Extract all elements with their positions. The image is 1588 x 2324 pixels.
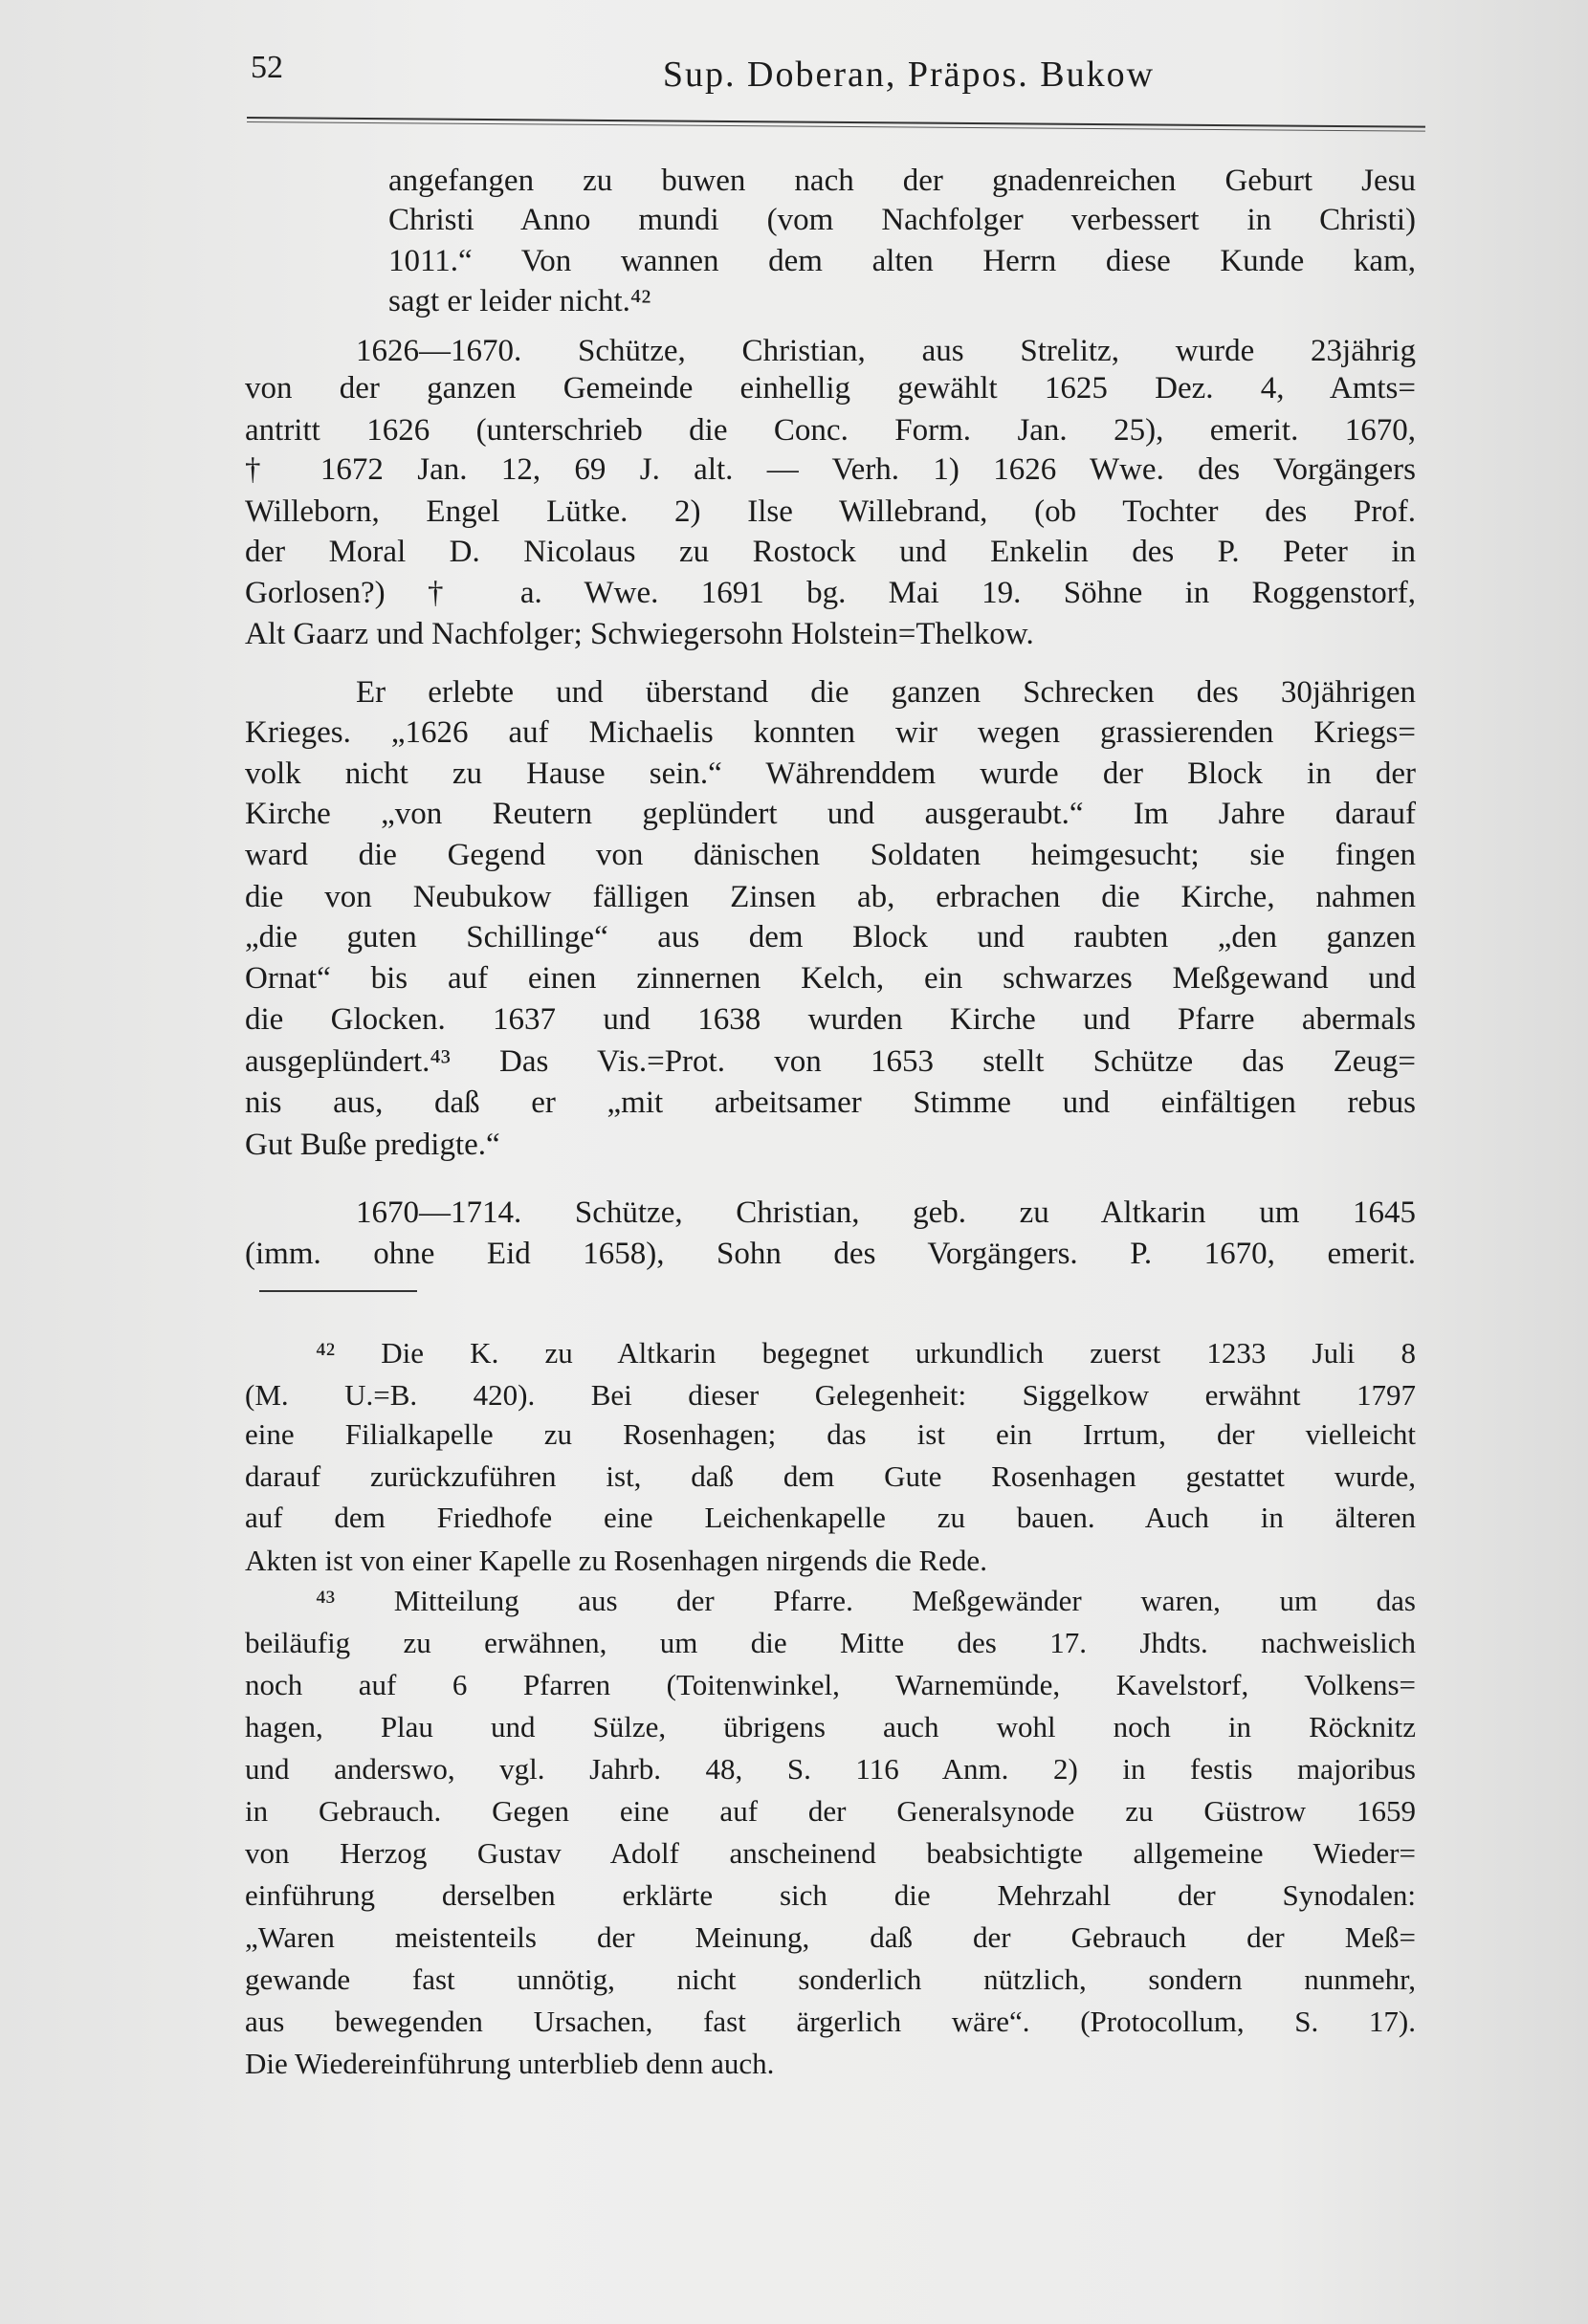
text-line: sagt er leider nicht.⁴² bbox=[388, 284, 651, 318]
footnote-line: auf dem Friedhofe eine Leichenkapelle zu bauen. Auch in älteren bbox=[245, 1501, 1416, 1534]
text-line: „die guten Schillinge“ aus dem Block und raubten „den ganzen bbox=[245, 920, 1416, 954]
footnote-line: von Herzog Gustav Adolf anscheinend beabsichtigte allgemeine Wieder= bbox=[245, 1836, 1416, 1870]
text-line: 1011.“ Von wannen dem alten Herrn diese Kunde kam, bbox=[388, 244, 1416, 278]
text-line: 1670—1714. Schütze, Christian, geb. zu Altkarin um 1645 bbox=[356, 1195, 1416, 1230]
footnote-line: und anderswo, vgl. Jahrb. 48, S. 116 Anm. 2) in festis majoribus bbox=[245, 1752, 1416, 1786]
text-line: die Glocken. 1637 und 1638 wurden Kirche und Pfarre abermals bbox=[245, 1002, 1416, 1037]
text-line: Krieges. „1626 auf Michaelis konnten wir wegen grassierenden Kriegs= bbox=[245, 715, 1416, 750]
text-line: angefangen zu buwen nach der gnadenreichen Geburt Jesu bbox=[388, 164, 1416, 198]
footnote-line: Akten ist von einer Kapelle zu Rosenhagen nirgends die Rede. bbox=[245, 1544, 987, 1577]
text-line: der Moral D. Nicolaus zu Rostock und Enkelin des P. Peter in bbox=[245, 535, 1416, 569]
footnote-rule bbox=[259, 1290, 417, 1292]
footnote-line: ⁴² Die K. zu Altkarin begegnet urkundlich zuerst 1233 Juli 8 bbox=[316, 1336, 1416, 1370]
text-line: † 1672 Jan. 12, 69 J. alt. — Verh. 1) 1626 Wwe. des Vorgängers bbox=[245, 452, 1416, 487]
text-line: die von Neubukow fälligen Zinsen ab, erbrachen die Kirche, nahmen bbox=[245, 880, 1416, 914]
footnote-line: in Gebrauch. Gegen eine auf der Generalsynode zu Güstrow 1659 bbox=[245, 1794, 1416, 1828]
text-line: Gorlosen?) † a. Wwe. 1691 bg. Mai 19. Söhne in Roggenstorf, bbox=[245, 576, 1416, 610]
text-line: Er erlebte und überstand die ganzen Schrecken des 30jährigen bbox=[356, 675, 1416, 710]
footnote-line: „Waren meistenteils der Meinung, daß der Gebrauch der Meß= bbox=[245, 1920, 1416, 1954]
footnote-line: Die Wiedereinführung unterblieb denn auch. bbox=[245, 2047, 775, 2080]
footnote-line: gewande fast unnötig, nicht sonderlich nützlich, sondern nunmehr, bbox=[245, 1962, 1416, 1996]
text-line: (imm. ohne Eid 1658), Sohn des Vorgängers. P. 1670, emerit. bbox=[245, 1237, 1416, 1271]
text-line: ausgeplündert.⁴³ Das Vis.=Prot. von 1653 stellt Schütze das Zeug= bbox=[245, 1044, 1416, 1079]
running-title: Sup. Doberan, Präpos. Bukow bbox=[662, 55, 1156, 95]
text-line: Alt Gaarz und Nachfolger; Schwiegersohn Holstein=Thelkow. bbox=[245, 617, 1034, 651]
footnote-line: (M. U.=B. 420). Bei dieser Gelegenheit: Siggelkow erwähnt 1797 bbox=[245, 1378, 1416, 1412]
text-line: ward die Gegend von dänischen Soldaten heimgesucht; sie fingen bbox=[245, 838, 1416, 872]
footnote-line: ⁴³ Mitteilung aus der Pfarre. Meßgewänder waren, um das bbox=[316, 1584, 1416, 1617]
text-line: Christi Anno mundi (vom Nachfolger verbessert in Christi) bbox=[388, 203, 1416, 237]
footnote-line: beiläufig zu erwähnen, um die Mitte des 17. Jhdts. nachweislich bbox=[245, 1626, 1416, 1659]
text-line: 1626—1670. Schütze, Christian, aus Strelitz, wurde 23jährig bbox=[356, 334, 1416, 368]
footnote-line: einführung derselben erklärte sich die Mehrzahl der Synodalen: bbox=[245, 1878, 1416, 1912]
text-line: Ornat“ bis auf einen zinnernen Kelch, ein schwarzes Meßgewand und bbox=[245, 961, 1416, 996]
footnote-line: eine Filialkapelle zu Rosenhagen; das ist ein Irrtum, der vielleicht bbox=[245, 1417, 1416, 1451]
footnote-line: noch auf 6 Pfarren (Toitenwinkel, Warnemünde, Kavelstorf, Volkens= bbox=[245, 1668, 1416, 1701]
footnote-line: aus bewegenden Ursachen, fast ärgerlich wäre“. (Protocollum, S. 17). bbox=[245, 2005, 1416, 2038]
text-line: volk nicht zu Hause sein.“ Währenddem wurde der Block in der bbox=[245, 756, 1416, 791]
footnote-line: hagen, Plau und Sülze, übrigens auch wohl noch in Röcknitz bbox=[245, 1710, 1416, 1743]
page-number: 52 bbox=[251, 50, 283, 85]
text-line: Gut Buße predigte.“ bbox=[245, 1128, 500, 1162]
text-line: antritt 1626 (unterschrieb die Conc. Form. Jan. 25), emerit. 1670, bbox=[245, 413, 1416, 448]
text-line: von der ganzen Gemeinde einhellig gewählt 1625 Dez. 4, Amts= bbox=[245, 371, 1416, 406]
text-line: Willeborn, Engel Lütke. 2) Ilse Willebrand, (ob Tochter des Prof. bbox=[245, 494, 1416, 529]
text-line: nis aus, daß er „mit arbeitsamer Stimme und einfältigen rebus bbox=[245, 1085, 1416, 1120]
footnote-line: darauf zurückzuführen ist, daß dem Gute Rosenhagen gestattet wurde, bbox=[245, 1459, 1416, 1493]
text-line: Kirche „von Reutern geplündert und ausgeraubt.“ Im Jahre darauf bbox=[245, 797, 1416, 831]
